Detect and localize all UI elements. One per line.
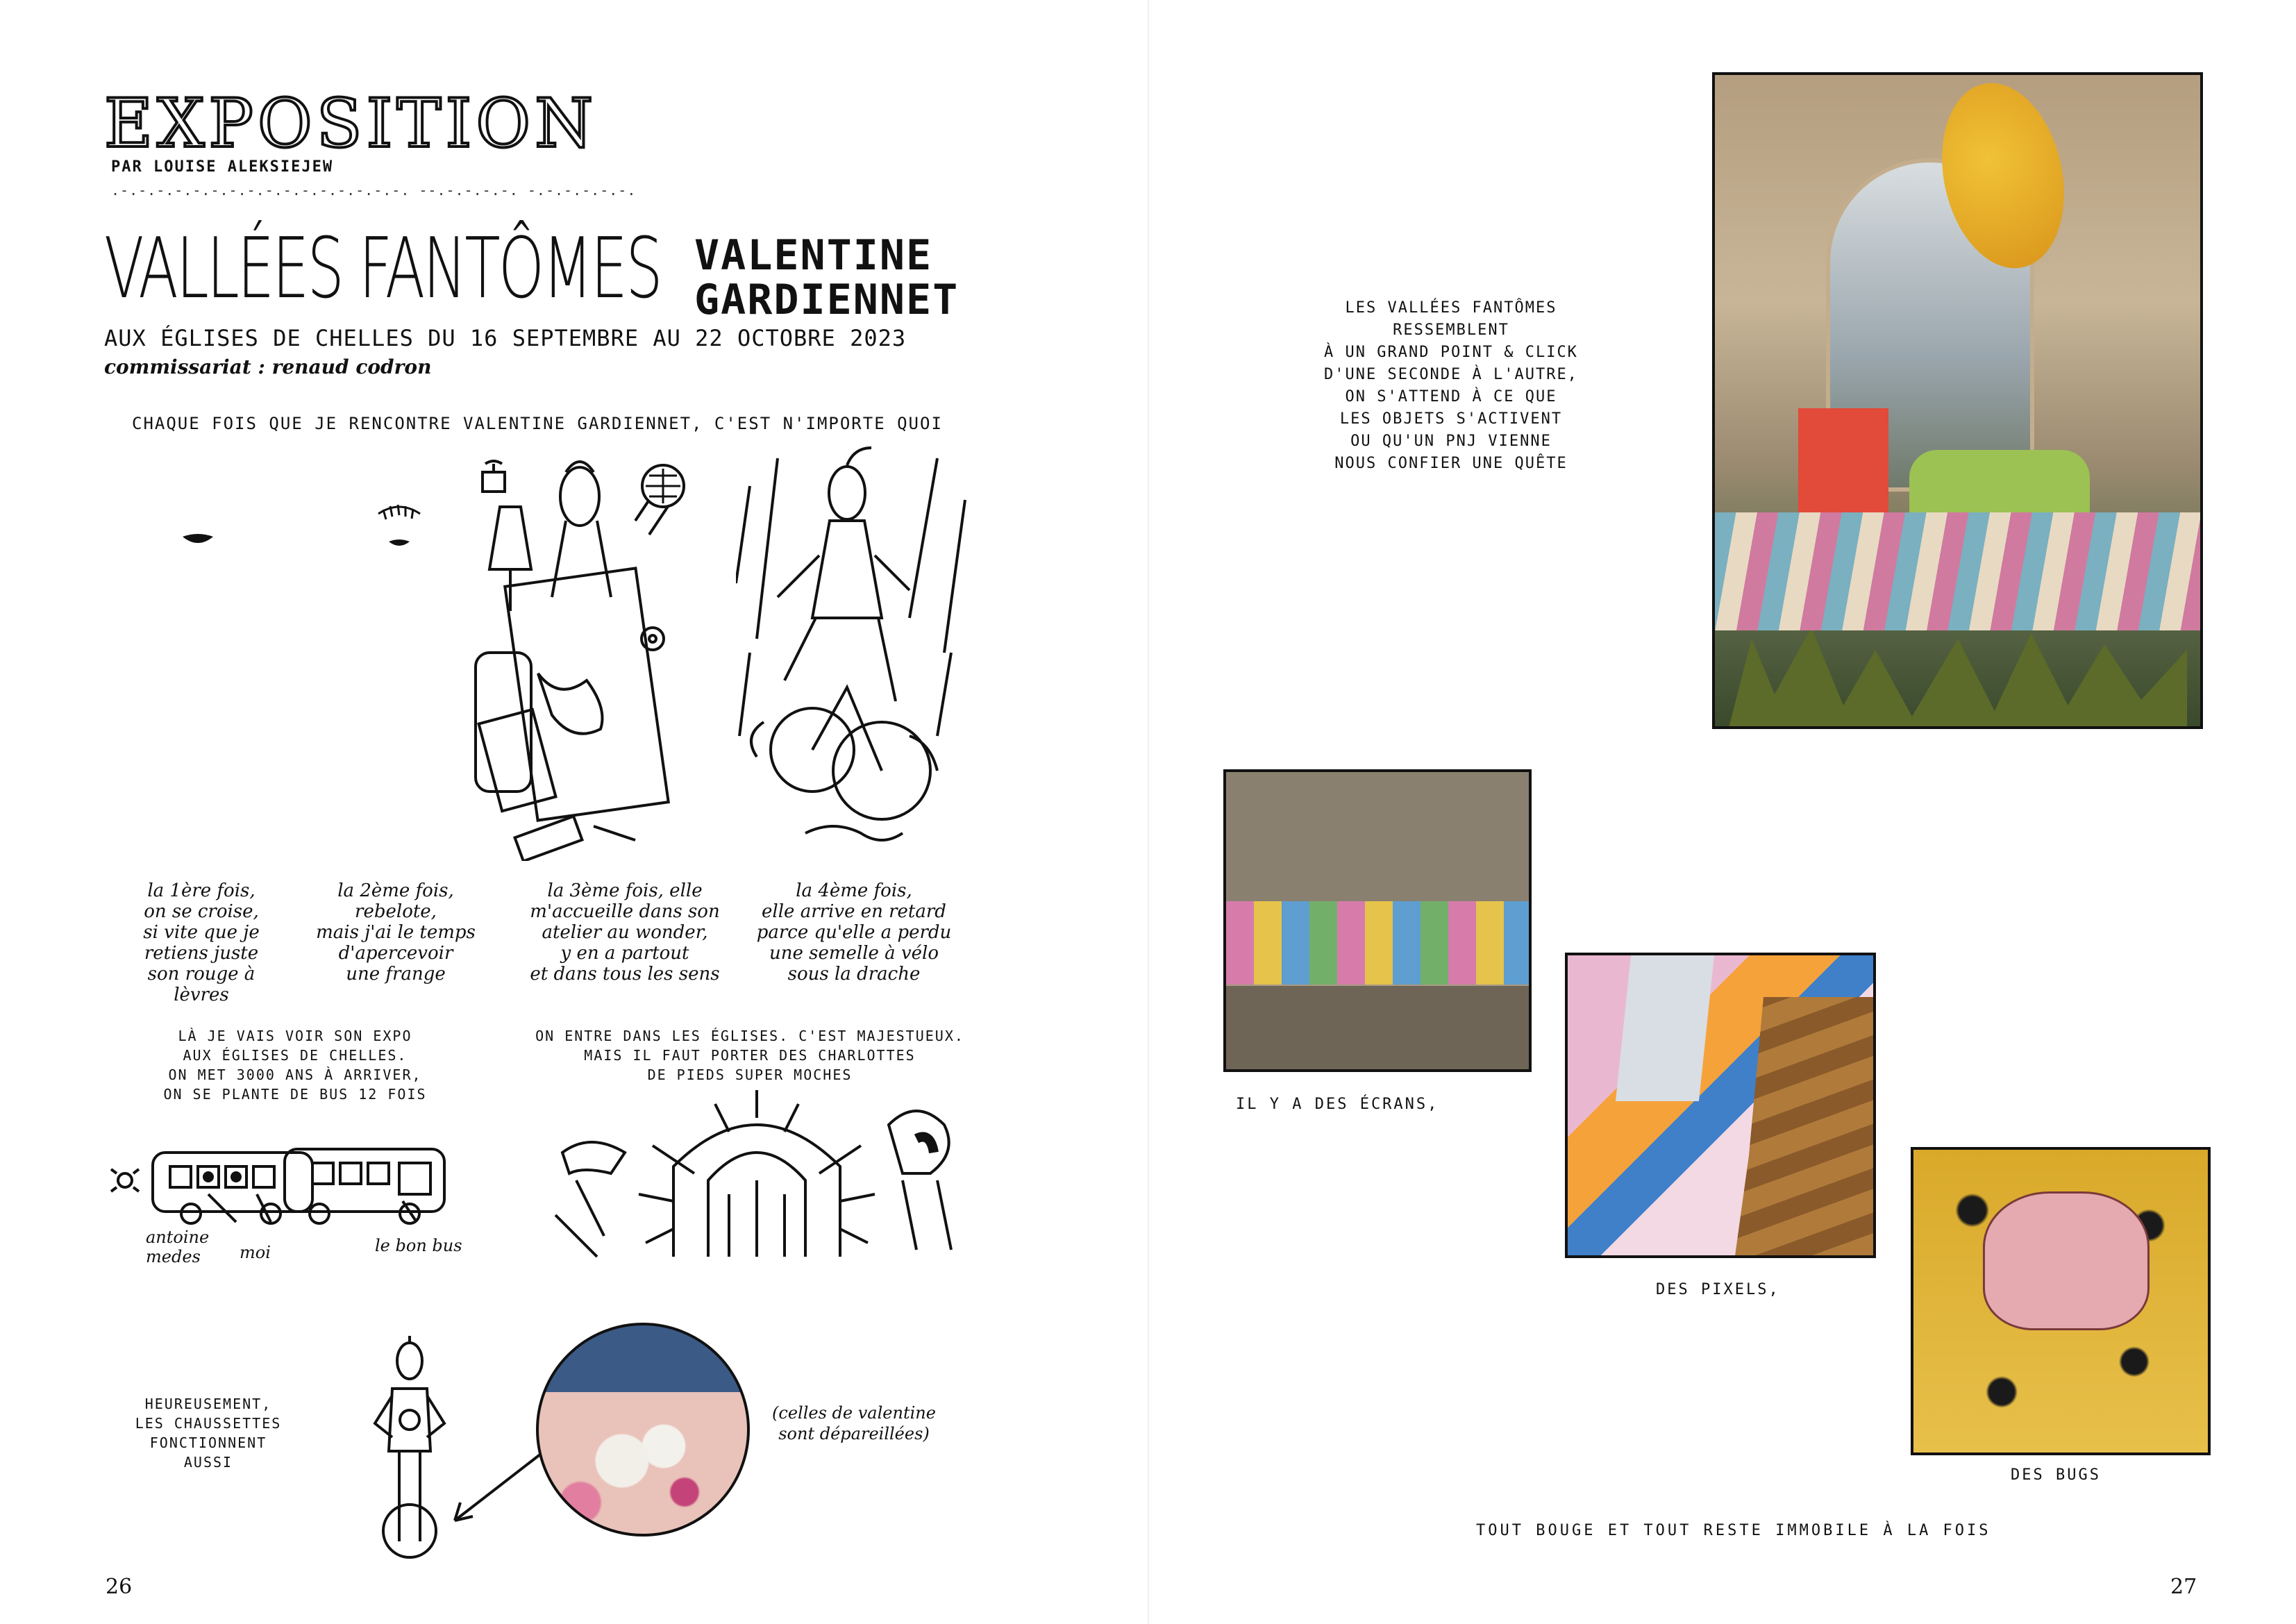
caption-fourth: la 4ème fois, elle arrive en retard parce qu'elle a perdu une semelle à vélo sous la drache — [756, 880, 952, 985]
caption-pixels: DES PIXELS, — [1656, 1281, 1780, 1298]
bus-label-moi: moi — [240, 1243, 271, 1262]
pixels-photo — [1565, 953, 1876, 1258]
caption-second: la 2ème fois, rebelote, mais j'ai le temps d'apercevoir une frange — [316, 880, 476, 985]
page-number-left: 26 — [106, 1575, 133, 1599]
bus-label-antoine: antoine medes — [146, 1228, 210, 1266]
section-title: EXPOSITION — [104, 85, 598, 162]
socks-paragraph: HEUREUSEMENT, LES CHAUSSETTES FONCTIONNENT AUSSI — [135, 1396, 282, 1471]
fringe-drawing — [375, 500, 424, 562]
cyclist-drawing — [736, 444, 972, 861]
page-number-right: 27 — [2170, 1575, 2197, 1599]
church-interior-photo — [1712, 72, 2203, 729]
artist-name-1: VALENTINE — [694, 231, 933, 280]
curator: commissariat : renaud codron — [104, 355, 432, 378]
screens-photo — [1223, 769, 1532, 1072]
woman-figure-drawing — [361, 1333, 458, 1562]
studio-drawing — [462, 444, 712, 861]
page-spine — [1148, 0, 1149, 1624]
bugs-photo — [1911, 1147, 2211, 1455]
bus-drawing — [104, 1132, 465, 1243]
caption-screens: IL Y A DES ÉCRANS, — [1236, 1096, 1439, 1113]
lips-drawing — [181, 531, 215, 552]
caption-third: la 3ème fois, elle m'accueille dans son atelier au wonder, y en a partout et dans tous les sens — [530, 880, 720, 985]
caption-first: la 1ère fois, on se croise, si vite que je retiens juste son rouge à lèvres — [143, 880, 260, 1005]
artist-name-2: GARDIENNET — [694, 276, 960, 324]
byline: PAR LOUISE ALEKSIEJEW — [111, 158, 334, 176]
caption-bugs: DES BUGS — [2011, 1466, 2101, 1484]
church-paragraph: ON ENTRE DANS LES ÉGLISES. C'EST MAJESTUEUX. MAIS IL FAUT PORTER DES CHARLOTTES DE PIEDS SUPER MOCHES — [535, 1028, 964, 1083]
socks-photo-circle — [536, 1323, 750, 1537]
bus-paragraph: LÀ JE VAIS VOIR SON EXPO AUX ÉGLISES DE CHELLES. ON MET 3000 ANS À ARRIVER, ON SE PLANTE DE BUS 12 FOIS — [163, 1028, 427, 1103]
right-paragraph: LES VALLÉES FANTÔMES RESSEMBLENT À UN GRAND POINT & CLICK D'UNE SECONDE À L'AUTRE, ON S'ATTEND À CE QUE LES OBJETS S'ACTIVENT OU QU'UN PNJ VIENNE NOUS CONFIER UNE QUÊTE — [1324, 299, 1578, 472]
socks-note: (celles de valentine sont dépareillées) — [772, 1403, 936, 1443]
closing-line: TOUT BOUGE ET TOUT RESTE IMMOBILE À LA FOIS — [1476, 1522, 1991, 1539]
intro-line: CHAQUE FOIS QUE JE RENCONTRE VALENTINE GARDIENNET, C'EST N'IMPORTE QUOI — [132, 414, 943, 433]
venue-dates: AUX ÉGLISES DE CHELLES DU 16 SEPTEMBRE AU 22 OCTOBRE 2023 — [104, 325, 907, 351]
exhibit-title: VALLÉES FANTÔMES — [104, 221, 661, 317]
bus-label-right-bus: le bon bus — [375, 1236, 462, 1255]
dash-rule: .-.-.-.-.-.-.-.-.-.-.-.-.-.-.-.-. --.-.-.-.-. -.-.-.-.-.-. — [111, 182, 637, 199]
church-drawing — [548, 1090, 965, 1271]
